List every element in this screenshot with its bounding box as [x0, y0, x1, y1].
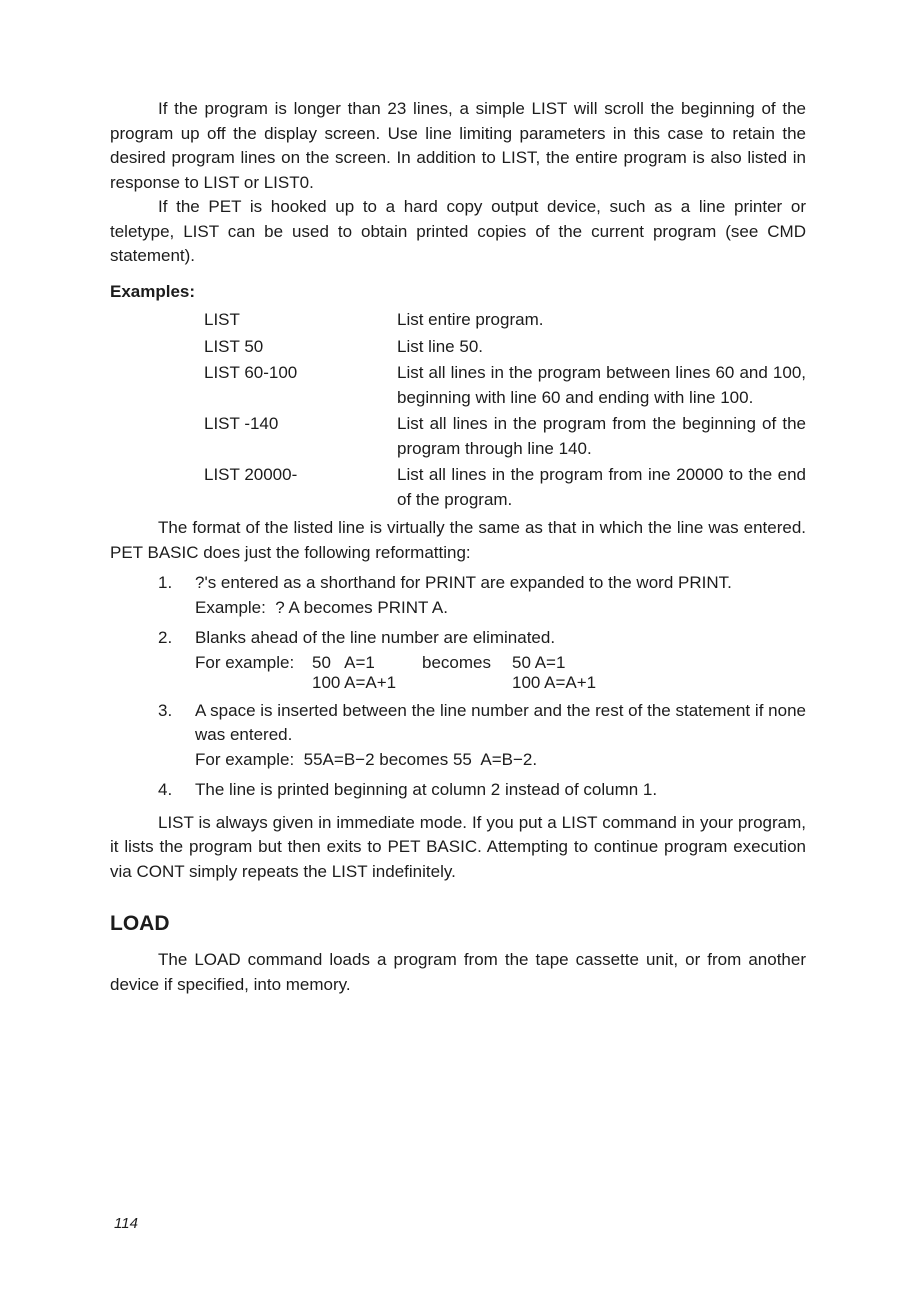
example-before-1: 50 A=1 — [312, 652, 375, 672]
page-content — [110, 97, 806, 997]
example-command: LIST -140 — [204, 414, 279, 433]
list-item-example: Example: ? A becomes PRINT A. — [195, 597, 448, 617]
reformatting-list — [110, 571, 806, 803]
list-item — [158, 778, 806, 803]
example-command: LIST — [204, 310, 240, 329]
formatting-example — [195, 653, 806, 693]
example-description: List line 50. — [397, 336, 483, 356]
example-row — [204, 308, 806, 333]
load-heading: LOAD — [110, 912, 170, 935]
intro-paragraph-2: If the PET is hooked up to a hard copy output device, such as a line printer or teletype, LIST can be used to obtain printed copies of the current program (see CMD statement). — [110, 197, 806, 265]
example-description: List all lines in the program between lines 60 and 100, beginning with line 60 and ending with line 100. — [397, 363, 806, 407]
list-item-text: A space is inserted between the line number and the rest of the statement if none was entered. — [195, 700, 806, 744]
example-row — [204, 335, 806, 360]
example-description: List entire program. — [397, 310, 544, 329]
example-label: For example: — [195, 652, 295, 672]
examples-list — [110, 308, 806, 512]
example-command: LIST 50 — [204, 336, 264, 356]
example-row — [204, 361, 806, 410]
example-after-2: 100 A=A+1 — [512, 672, 597, 692]
list-item-number: 2. — [158, 628, 173, 647]
list-item-number: 1. — [158, 573, 173, 592]
load-paragraph: The LOAD command loads a program from the tape cassette unit, or from another device if specified, into memory. — [110, 950, 806, 994]
list-item-example: For example: 55A=B−2 becomes 55 A=B−2. — [195, 749, 538, 769]
format-intro: The format of the listed line is virtually the same as that in which the line was entered. PET BASIC does just the following reformatting: — [110, 518, 806, 562]
list-item-text: ?'s entered as a shorthand for PRINT are expanded to the word PRINT. — [195, 573, 732, 592]
example-row — [204, 463, 806, 512]
page-number: 114 — [114, 1215, 138, 1232]
list-item-text: The line is printed beginning at column 2 instead of column 1. — [195, 780, 658, 799]
example-after-1: 50 A=1 — [512, 652, 566, 672]
list-item-number: 4. — [158, 780, 173, 799]
example-before-2: 100 A=A+1 — [312, 672, 397, 692]
intro-paragraph-1: If the program is longer than 23 lines, a simple LIST will scroll the beginning of the program up off the display screen. Use line limiting parameters in this case to retain the desired program lines on the screen. In addition to LIST, the entire program is also listed in response to LIST or LIST0. — [110, 99, 806, 192]
list-item — [158, 571, 806, 620]
closing-paragraph: LIST is always given in immediate mode. If you put a LIST command in your program, it lists the program but then exits to PET BASIC. Attempting to continue program execution via CONT simply repeats the LIST indefinitely. — [110, 812, 806, 881]
list-item-number: 3. — [158, 700, 173, 720]
list-item — [158, 699, 806, 773]
example-description: List all lines in the program from ine 20000 to the end of the program. — [397, 465, 806, 509]
list-item-text: Blanks ahead of the line number are eliminated. — [195, 628, 556, 647]
example-becomes: becomes — [422, 652, 491, 672]
example-command: LIST 20000- — [204, 465, 298, 484]
example-row — [204, 412, 806, 461]
example-command: LIST 60-100 — [204, 363, 298, 382]
list-item — [158, 626, 806, 693]
example-description: List all lines in the program from the beginning of the program through line 140. — [397, 414, 806, 458]
examples-heading: Examples: — [110, 281, 196, 301]
